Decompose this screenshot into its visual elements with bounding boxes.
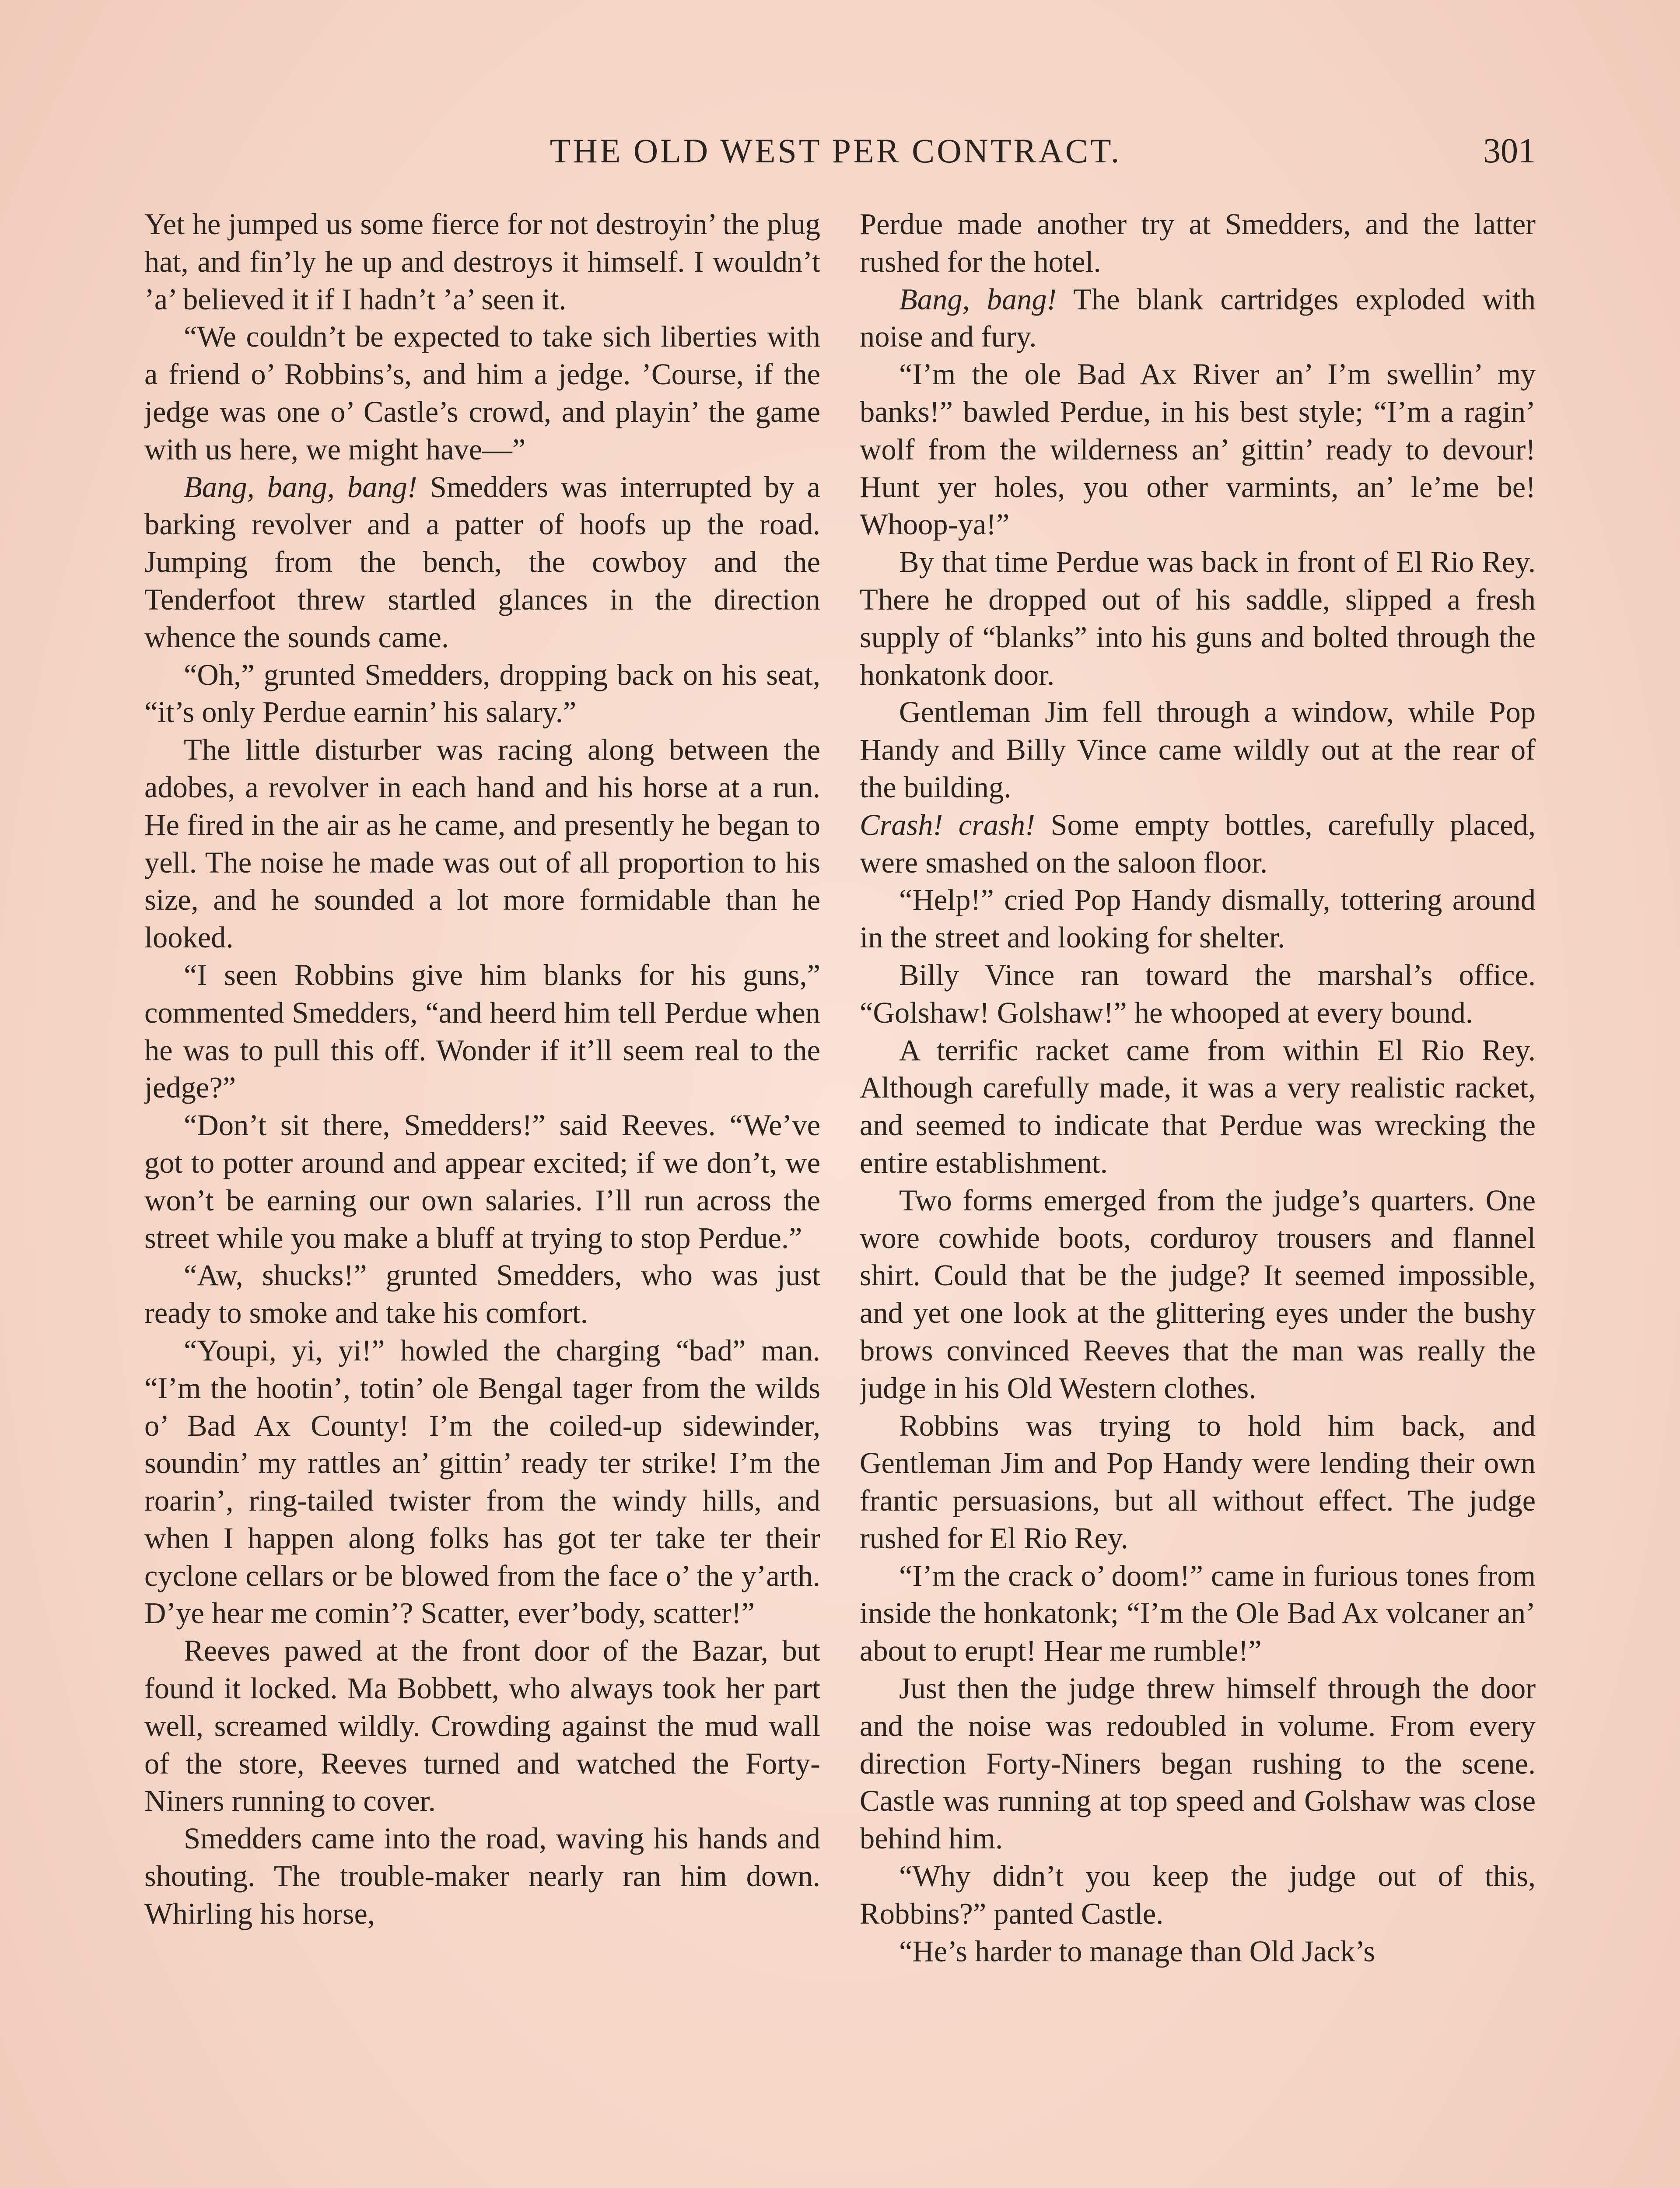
paragraph-text: Billy Vince ran toward the marshal’s office. “Golshaw! Golshaw!” he whooped at every bound. bbox=[860, 958, 1536, 1029]
page-number: 301 bbox=[1483, 132, 1536, 170]
paragraph bbox=[144, 318, 820, 468]
paragraph bbox=[860, 1407, 1536, 1557]
paragraph bbox=[144, 656, 820, 732]
paragraph-text: Some empty bottles, carefully placed, were smashed on the saloon floor. bbox=[860, 808, 1536, 879]
paragraph bbox=[144, 206, 820, 318]
paragraph-text: “I’m the crack o’ doom!” came in furious tones from inside the honkatonk; “I’m the Ole Bad Ax volcaner an’ about to erupt! Hear me rumble!” bbox=[860, 1559, 1536, 1668]
paragraph bbox=[860, 206, 1536, 281]
paragraph bbox=[860, 1933, 1536, 1971]
paragraph-text: Smedders was interrupted by a barking revolver and a patter of hoofs up the road. Jumping from the bench, the cowboy and the Tenderfoot threw startled glances in the direction whence the sounds came. bbox=[144, 470, 820, 654]
paragraph-text: Reeves pawed at the front door of the Bazar, but found it locked. Ma Bobbett, who always took her part well, screamed wildly. Crowding against the mud wall of the store, Reeves turned and watched the Forty-Niners running to cover. bbox=[144, 1634, 820, 1818]
paragraph bbox=[860, 1182, 1536, 1407]
paragraph bbox=[860, 1670, 1536, 1858]
paragraph bbox=[860, 806, 1536, 882]
paragraph bbox=[144, 1332, 820, 1632]
paragraph bbox=[144, 1107, 820, 1257]
paragraph-text: “Aw, shucks!” grunted Smedders, who was just ready to smoke and take his comfort. bbox=[144, 1259, 820, 1330]
paragraph bbox=[144, 1820, 820, 1932]
right-column bbox=[860, 206, 1536, 2188]
paragraph-text: The blank cartridges exploded with noise and fury. bbox=[860, 282, 1536, 354]
paragraph-text: A terrific racket came from within El Rio Rey. Although carefully made, it was a very realistic racket, and seemed to indicate that Perdue was wrecking the entire establishment. bbox=[860, 1033, 1536, 1179]
paragraph bbox=[860, 281, 1536, 356]
paragraph-text: The little disturber was racing along between the adobes, a revolver in each hand and his horse at a run. He fired in the air as he came, and presently he began to yell. The noise he made was out of all proportion to his size, and he sounded a lot more formidable than he looked. bbox=[144, 733, 820, 954]
paragraph bbox=[144, 957, 820, 1107]
paragraph-text: “Oh,” grunted Smedders, dropping back on his seat, “it’s only Perdue earnin’ his salary.” bbox=[144, 658, 820, 729]
italic-phrase: Bang, bang, bang! bbox=[184, 470, 417, 504]
left-column bbox=[144, 206, 820, 2188]
paragraph-text: Two forms emerged from the judge’s quarters. One wore cowhide boots, corduroy trousers and flannel shirt. Could that be the judge? It seemed impossible, and yet one look at the glittering eyes under the bushy brows convinced Reeves that the man was really the judge in his Old Western clothes. bbox=[860, 1183, 1536, 1405]
paragraph bbox=[144, 1632, 820, 1820]
paragraph-text: Just then the judge threw himself through the door and the noise was redoubled in volume. From every direction Forty-Niners began rushing to the scene. Castle was running at top speed and Golshaw was close behind him. bbox=[860, 1672, 1536, 1855]
paragraph bbox=[860, 1557, 1536, 1670]
paragraph-text: “Don’t sit there, Smedders!” said Reeves. “We’ve got to potter around and appear excited; if we don’t, we won’t be earning our own salaries. I’ll run across the street while you make a bluff at trying to stop Perdue.” bbox=[144, 1108, 820, 1255]
paragraph bbox=[860, 881, 1536, 957]
paragraph-text: Smedders came into the road, waving his hands and shouting. The trouble-maker nearly ran him down. Whirling his horse, bbox=[144, 1822, 820, 1930]
text-columns bbox=[144, 206, 1536, 2188]
paragraph bbox=[860, 1858, 1536, 1933]
paragraph bbox=[860, 1032, 1536, 1182]
paragraph bbox=[860, 543, 1536, 694]
paragraph bbox=[860, 957, 1536, 1032]
paragraph bbox=[860, 694, 1536, 806]
italic-phrase: Crash! crash! bbox=[860, 808, 1035, 842]
paragraph-text: Perdue made another try at Smedders, and the latter rushed for the hotel. bbox=[860, 207, 1536, 278]
paragraph-text: Gentleman Jim fell through a window, while Pop Handy and Billy Vince came wildly out at the rear of the building. bbox=[860, 695, 1536, 804]
paragraph-text: “I seen Robbins give him blanks for his guns,” commented Smedders, “and heerd him tell Perdue when he was to pull this off. Wonder if it’ll seem real to the jedge?” bbox=[144, 958, 820, 1105]
running-title: THE OLD WEST PER CONTRACT. bbox=[550, 132, 1122, 170]
paragraph-text: Robbins was trying to hold him back, and Gentleman Jim and Pop Handy were lending their own frantic persuasions, but all without effect. The judge rushed for El Rio Rey. bbox=[860, 1409, 1536, 1555]
paragraph-text: “Help!” cried Pop Handy dismally, tottering around in the street and looking for shelter. bbox=[860, 883, 1536, 954]
paragraph bbox=[144, 469, 820, 656]
italic-phrase: Bang, bang! bbox=[899, 282, 1057, 316]
paragraph bbox=[144, 1257, 820, 1332]
running-head bbox=[136, 131, 1536, 179]
paragraph-text: “We couldn’t be expected to take sich liberties with a friend o’ Robbins’s, and him a jedge. ’Course, if the jedge was one o’ Castle’s crowd, and playin’ the game with us here, we might have—” bbox=[144, 320, 820, 466]
paragraph-text: By that time Perdue was back in front of El Rio Rey. There he dropped out of his saddle, slipped a fresh supply of “blanks” into his guns and bolted through the honkatonk door. bbox=[860, 545, 1536, 691]
paragraph bbox=[860, 356, 1536, 543]
paragraph-text: “He’s harder to manage than Old Jack’s bbox=[899, 1934, 1376, 1968]
paragraph-text: “Youpi, yi, yi!” howled the charging “bad” man. “I’m the hootin’, totin’ ole Bengal tager from the wilds o’ Bad Ax County! I’m the coiled-up sidewinder, soundin’ my rattles an’ gittin’ ready ter strike! I’m the roarin’, ring-tailed twister from the windy hills, and when I happen along folks has got ter take ter their cyclone cellars or be blowed from the face o’ the y’arth. D’ye hear me comin’? Scatter, ever’body, scatter!” bbox=[144, 1333, 820, 1630]
paragraph-text: “Why didn’t you keep the judge out of this, Robbins?” panted Castle. bbox=[860, 1859, 1536, 1930]
paragraph bbox=[144, 731, 820, 957]
paragraph-text: “I’m the ole Bad Ax River an’ I’m swellin’ my banks!” bawled Perdue, in his best style; “I’m a ragin’ wolf from the wilderness an’ gittin’ ready to devour! Hunt yer holes, you other varmints, an’ le’me be! Whoop-ya!” bbox=[860, 358, 1536, 541]
paragraph-text: Yet he jumped us some fierce for not destroyin’ the plug hat, and fin’ly he up and destroys it himself. I wouldn’t ’a’ believed it if I hadn’t ’a’ seen it. bbox=[144, 207, 820, 316]
